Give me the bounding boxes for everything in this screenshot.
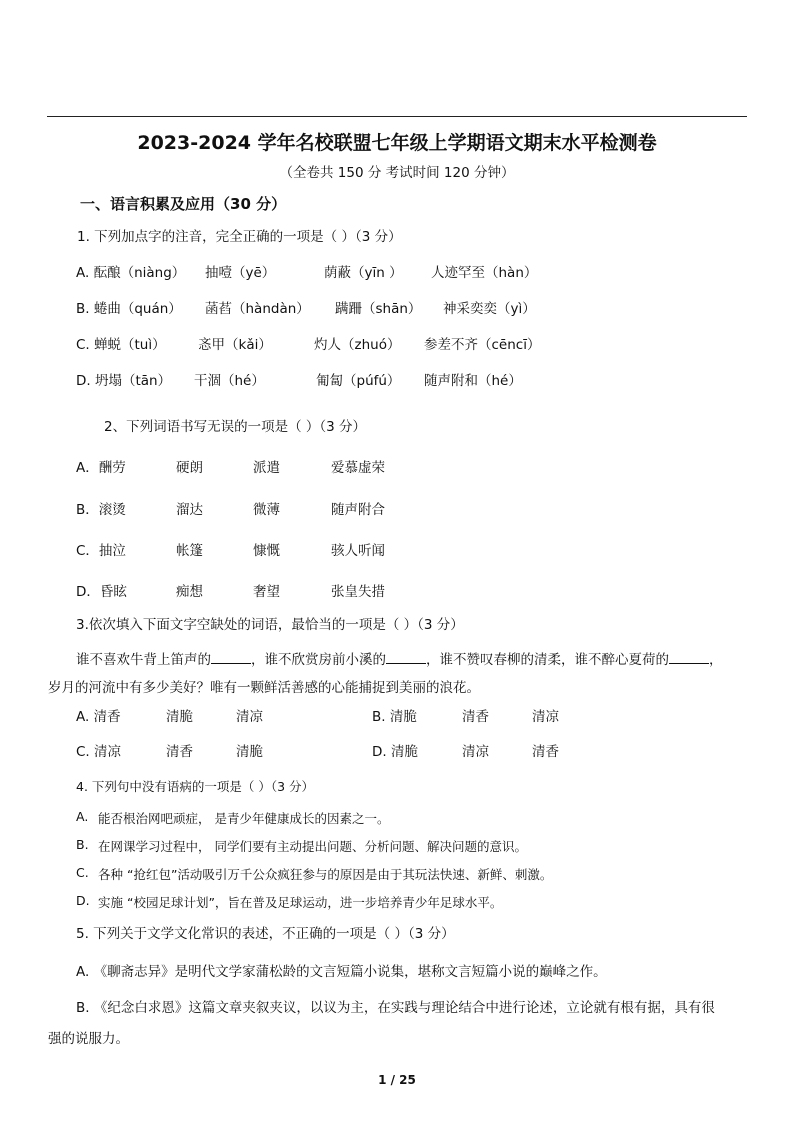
q1-option-d-4: 随声附和（hé） — [424, 373, 522, 389]
q1-option-c-1: C. 蝉蜕（tuì） — [76, 337, 166, 353]
q3-option-a-3: 清凉 — [236, 709, 263, 725]
q2-option-b-3: 微薄 — [253, 502, 280, 518]
q3-stem: 3.依次填入下面文字空缺处的词语，最恰当的一项是（ ）（3 分） — [76, 617, 464, 633]
q3-option-c-3: 清脆 — [236, 744, 263, 760]
q1-stem: 1. 下列加点字的注音，完全正确的一项是（ ）（3 分） — [77, 229, 402, 245]
q2-option-b-2: 溜达 — [176, 502, 203, 518]
q1-option-b-4: 神采奕奕（yì） — [443, 301, 536, 317]
q1-option-d-2: 干涸（hé） — [194, 373, 265, 389]
q1-option-c-4: 参差不齐（cēncī） — [424, 337, 541, 353]
q5-option-a: A. 《聊斋志异》是明代文学家蒲松龄的文言短篇小说集，堪称文言短篇小说的巅峰之作。 — [76, 964, 607, 980]
q1-option-a-3: 荫蔽（yīn ） — [324, 265, 403, 281]
q1-option-a-1: A. 酝酿（niàng） — [76, 265, 186, 281]
q2-option-c-3: 慷慨 — [253, 543, 280, 559]
header-rule — [47, 116, 747, 117]
q4-option-b-letter: B. — [76, 837, 89, 852]
q3-option-b-1: B. 清脆 — [372, 709, 417, 725]
q2-stem: 2、下列词语书写无误的一项是（ ）（3 分） — [104, 419, 367, 435]
q3-text-3: ，谁不赞叹春柳的清柔，谁不醉心夏荷的 — [426, 652, 669, 668]
q1-option-a-4: 人迹罕至（hàn） — [431, 265, 538, 281]
q3-option-d-2: 清凉 — [462, 744, 489, 760]
q4-stem: 4. 下列句中没有语病的一项是（ ）（3 分） — [76, 779, 315, 794]
q3-passage-line1 — [76, 648, 723, 668]
q5-option-b-line2: 强的说服力。 — [48, 1031, 129, 1047]
q3-blank-1 — [211, 651, 251, 664]
q3-option-d-3: 清香 — [532, 744, 559, 760]
q1-option-c-2: 忞甲（kǎi） — [198, 337, 272, 353]
q3-option-b-2: 清香 — [462, 709, 489, 725]
q4-option-a-letter: A. — [76, 809, 89, 824]
q4-option-b-text: 在网课学习过程中， 同学们要有主动提出问题、分析问题、解决问题的意识。 — [98, 839, 527, 854]
q2-option-d-4: 张皇失措 — [331, 584, 385, 600]
q3-option-a-2: 清脆 — [166, 709, 193, 725]
q3-option-d-1: D. 清脆 — [372, 744, 418, 760]
q2-option-c-2: 帐篷 — [176, 543, 203, 559]
q3-blank-2 — [386, 651, 426, 664]
q3-option-a-1: A. 清香 — [76, 709, 121, 725]
q1-option-b-3: 蹒跚（shān） — [335, 301, 422, 317]
q3-option-b-3: 清凉 — [532, 709, 559, 725]
q4-option-d-letter: D. — [76, 893, 90, 908]
q1-option-b-2: 菡萏（hàndàn） — [205, 301, 310, 317]
q1-option-d-1: D. 坍塌（tān） — [76, 373, 172, 389]
q2-option-a-2: 硬朗 — [176, 460, 203, 476]
q3-option-c-1: C. 清凉 — [76, 744, 122, 760]
page-number: 1 / 25 — [378, 1073, 416, 1087]
q2-option-c-4: 骇人听闻 — [331, 543, 385, 559]
q2-option-a-1: A．酬劳 — [76, 460, 126, 476]
q4-option-d-text: 实施 “校园足球计划”，旨在普及足球运动，进一步培养青少年足球水平。 — [98, 895, 503, 910]
q2-option-d-1: D．昏眩 — [76, 584, 127, 600]
q2-option-d-3: 奢望 — [253, 584, 280, 600]
q1-option-c-3: 灼人（zhuó） — [314, 337, 401, 353]
q3-blank-3 — [669, 651, 709, 664]
q4-option-c-letter: C. — [76, 865, 89, 880]
q4-option-c-text: 各种 “抢红包”活动吸引万千公众疯狂参与的原因是由于其玩法快速、新鲜、刺激。 — [98, 867, 553, 882]
q5-option-b-line1: B. 《纪念白求恩》这篇文章夹叙夹议，以议为主，在实践与理论结合中进行论述，立论就有根有据，具有很 — [76, 1000, 715, 1016]
q5-stem: 5. 下列关于文学文化常识的表述，不正确的一项是（ ）（3 分） — [76, 926, 455, 942]
section-heading: 一、语言积累及应用（30 分） — [80, 195, 287, 213]
q3-text-4: ， — [709, 652, 723, 668]
q2-option-b-1: B．滚烫 — [76, 502, 126, 518]
q1-option-a-2: 抽噎（yē） — [205, 265, 276, 281]
q3-option-c-2: 清香 — [166, 744, 193, 760]
q2-option-b-4: 随声附合 — [331, 502, 385, 518]
q3-text-1: 谁不喜欢牛背上笛声的 — [76, 652, 211, 668]
q1-option-d-3: 匍匐（púfú） — [316, 373, 401, 389]
q2-option-c-1: C．抽泣 — [76, 543, 126, 559]
q2-option-a-3: 派遣 — [253, 460, 280, 476]
q3-text-2: ，谁不欣赏房前小溪的 — [251, 652, 386, 668]
q4-option-a-text: 能否根治网吧顽症， 是青少年健康成长的因素之一。 — [98, 811, 390, 826]
page-title: 2023-2024 学年名校联盟七年级上学期语文期末水平检测卷 — [137, 132, 657, 154]
q1-option-b-1: B. 蜷曲（quán） — [76, 301, 182, 317]
q2-option-d-2: 痴想 — [176, 584, 203, 600]
q3-passage-line2: 岁月的河流中有多少美好？唯有一颗鲜活善感的心能捕捉到美丽的浪花。 — [48, 680, 480, 696]
exam-info: （全卷共 150 分 考试时间 120 分钟） — [279, 165, 515, 181]
q2-option-a-4: 爱慕虚荣 — [331, 460, 385, 476]
